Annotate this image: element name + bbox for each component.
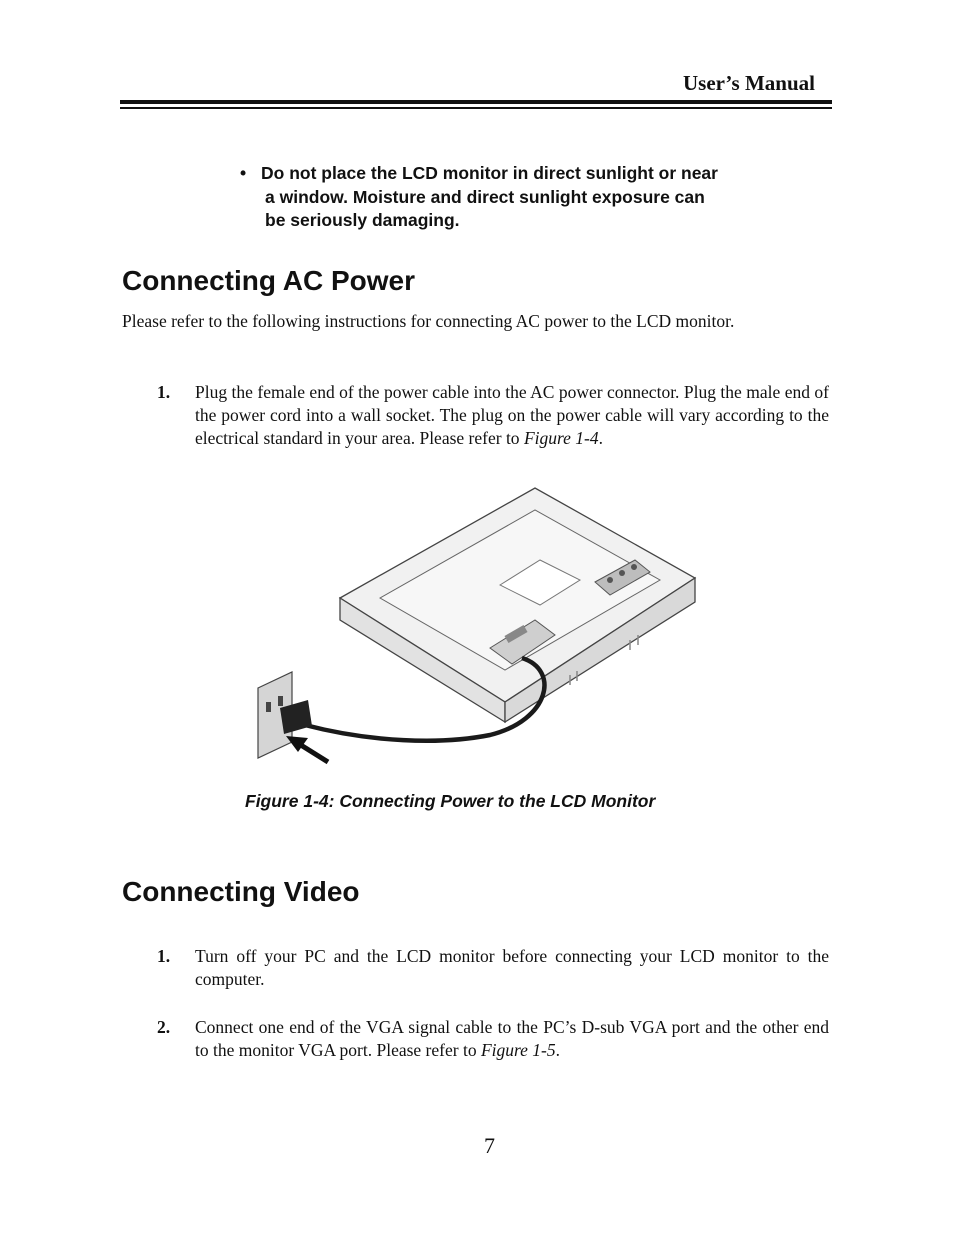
- figure-reference: Figure 1-4: [523, 428, 599, 448]
- step-text: Plug the female end of the power cable into the AC power connector. Plug the male end of the power cord into a wall socket. The plug on the power cable will vary according to the electrical standard in your area. Please refer to: [195, 382, 829, 448]
- section-heading-ac-power: Connecting AC Power: [122, 265, 415, 296]
- bullet-dot: •: [240, 163, 247, 183]
- video-step-2: [157, 1016, 829, 1062]
- figure-caption: Figure 1-4: Connecting Power to the LCD Monitor: [245, 791, 656, 811]
- figure-reference: Figure 1-5: [480, 1040, 556, 1060]
- ac-step-1: [157, 381, 829, 450]
- step-text: Turn off your PC and the LCD monitor before connecting your LCD monitor to the computer.: [195, 946, 829, 989]
- warning-line: Do not place the LCD monitor in direct sunlight or near: [261, 163, 718, 183]
- step-text-end: .: [555, 1040, 561, 1060]
- page-header-title: User’s Manual: [682, 71, 815, 95]
- step-number: 1.: [157, 382, 171, 402]
- step-number: 1.: [157, 946, 171, 966]
- page-number: 7: [484, 1133, 495, 1158]
- warning-bullet: [240, 162, 820, 233]
- warning-line: be seriously damaging.: [265, 210, 460, 230]
- section-heading-video: Connecting Video: [122, 876, 360, 907]
- step-text-end: .: [598, 428, 603, 448]
- figure-lcd-power-illustration: [250, 480, 700, 770]
- insertion-arrow: [286, 736, 328, 762]
- step-text: Connect one end of the VGA signal cable to the PC’s D-sub VGA port and the other end to the monitor VGA port. Please refer to: [195, 1017, 829, 1060]
- warning-line: a window. Moisture and direct sunlight exposure can: [265, 186, 705, 207]
- ac-power-intro: Please refer to the following instructions for connecting AC power to the LCD monitor.: [122, 311, 735, 331]
- video-step-1: [157, 945, 829, 991]
- header-rule-thick: [120, 100, 832, 104]
- header-rule-thin: [120, 107, 832, 109]
- step-number: 2.: [157, 1017, 171, 1037]
